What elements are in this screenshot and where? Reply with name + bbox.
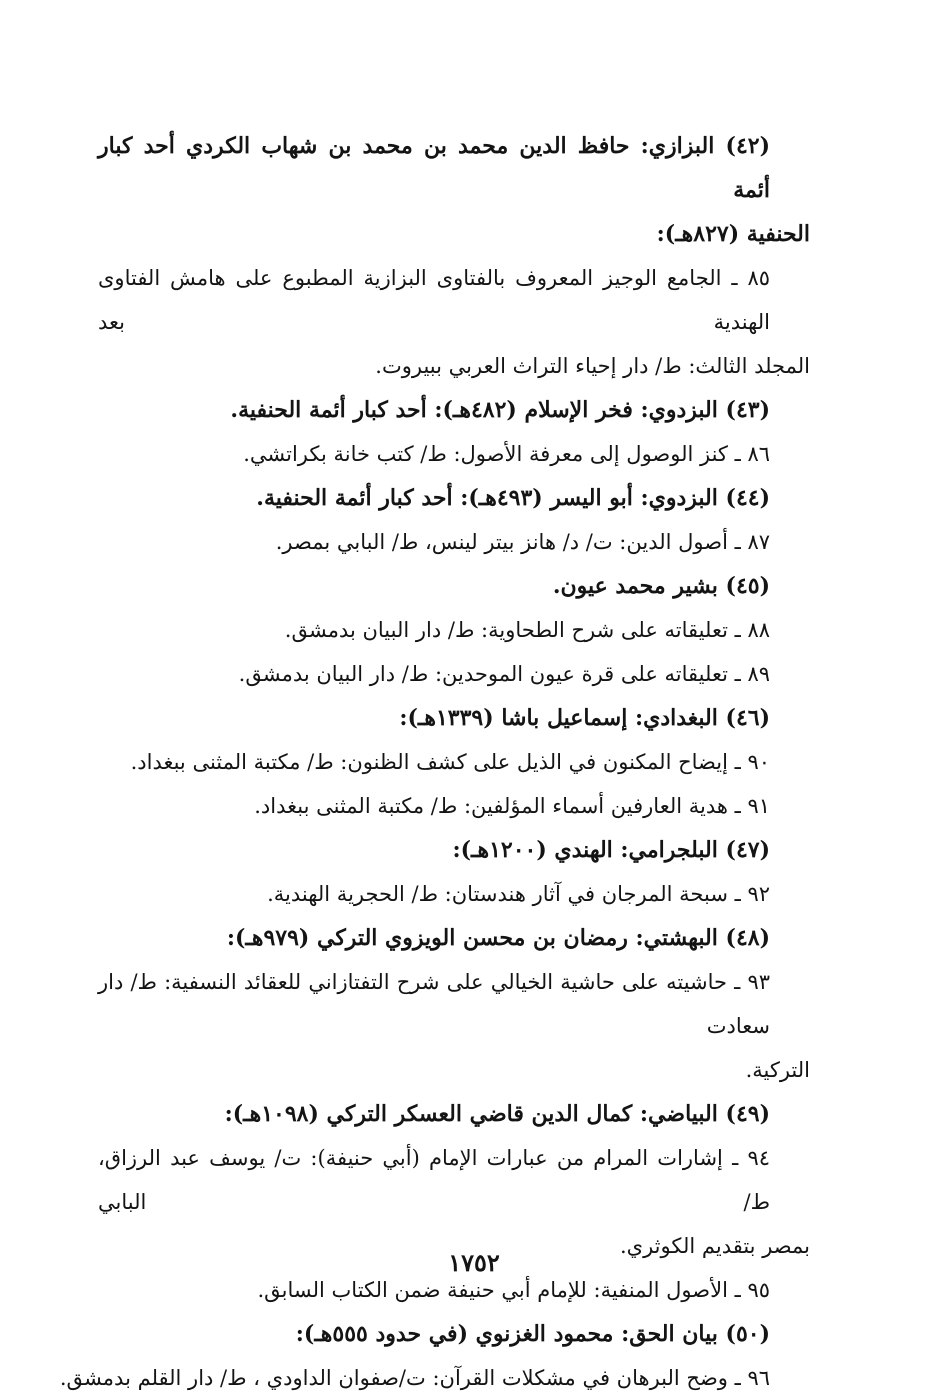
entry-heading: (٤٢) البزازي: حافظ الدين محمد بن محمد بن شهاب الكردي أحد كبار أئمة <box>98 133 770 203</box>
entry-heading: (٥٠) بيان الحق: محمود الغزنوي (في حدود ٥٥٥هـ): <box>295 1321 770 1347</box>
reference-line: ٨٦ ـ كنز الوصول إلى معرفة الأصول: ط/ كتب خانة بكراتشي. <box>243 442 770 466</box>
reference-line: ٨٧ ـ أصول الدين: ت/ د/ هانز بيتر لينس، ط/ البابي بمصر. <box>275 530 770 554</box>
entry-heading: (٤٣) البزدوي: فخر الإسلام (٤٨٢هـ): أحد كبار أئمة الحنفية. <box>230 397 770 423</box>
reference-line: ٩٦ ـ وضح البرهان في مشكلات القرآن: ت/صفوان الداودي ، ط/ دار القلم بدمشق. <box>59 1366 770 1390</box>
reference-line: ٩٥ ـ الأصول المنفية: للإمام أبي حنيفة ضمن الكتاب السابق. <box>257 1278 770 1302</box>
entry-heading: (٤٤) البزدوي: أبو اليسر (٤٩٣هـ): أحد كبار أئمة الحنفية. <box>256 485 770 511</box>
reference-line: ٨٨ ـ تعليقاته على شرح الطحاوية: ط/ دار البيان بدمشق. <box>284 618 770 642</box>
reference-line: ٩٠ ـ إيضاح المكنون في الذيل على كشف الظنون: ط/ مكتبة المثنى ببغداد. <box>130 750 770 774</box>
reference-line: ٩١ ـ هدية العارفين أسماء المؤلفين: ط/ مكتبة المثنى ببغداد. <box>254 794 770 818</box>
page-body <box>59 124 810 1400</box>
entry-heading: (٤٨) البهشتي: رمضان بن محسن الويزوي التركي (٩٧٩هـ): <box>226 925 770 951</box>
reference-line: التركية. <box>745 1058 810 1082</box>
entry-heading: (٤٦) البغدادي: إسماعيل باشا (١٣٣٩هـ): <box>399 705 770 731</box>
reference-line: ٩٢ ـ سبحة المرجان في آثار هندستان: ط/ الحجرية الهندية. <box>267 882 770 906</box>
entry-heading: (٤٧) البلجرامي: الهندي (١٢٠٠هـ): <box>452 837 770 863</box>
reference-line: ٩٤ ـ إشارات المرام من عبارات الإمام (أبي حنيفة): ت/ يوسف عبد الرزاق، ط/ البابي <box>98 1146 770 1214</box>
reference-line: بمصر بتقديم الكوثري. <box>619 1234 810 1258</box>
reference-line: ٨٥ ـ الجامع الوجيز المعروف بالفتاوى البزازية المطبوع على هامش الفتاوى الهندية بعد <box>98 266 770 334</box>
entry-heading: الحنفية (٨٢٧هـ): <box>656 221 810 247</box>
reference-line: ٩٣ ـ حاشيته على حاشية الخيالي على شرح التفتازاني للعقائد النسفية: ط/ دار سعادت <box>98 970 770 1038</box>
entry-heading: (٤٩) البياضي: كمال الدين قاضي العسكر التركي (١٠٩٨هـ): <box>224 1101 770 1127</box>
reference-line: المجلد الثالث: ط/ دار إحياء التراث العربي ببيروت. <box>375 354 810 378</box>
reference-line: ٨٩ ـ تعليقاته على قرة عيون الموحدين: ط/ دار البيان بدمشق. <box>238 662 770 686</box>
page-number: ١٧٥٢ <box>448 1248 500 1277</box>
entry-heading: (٤٥) بشير محمد عيون. <box>552 573 770 599</box>
